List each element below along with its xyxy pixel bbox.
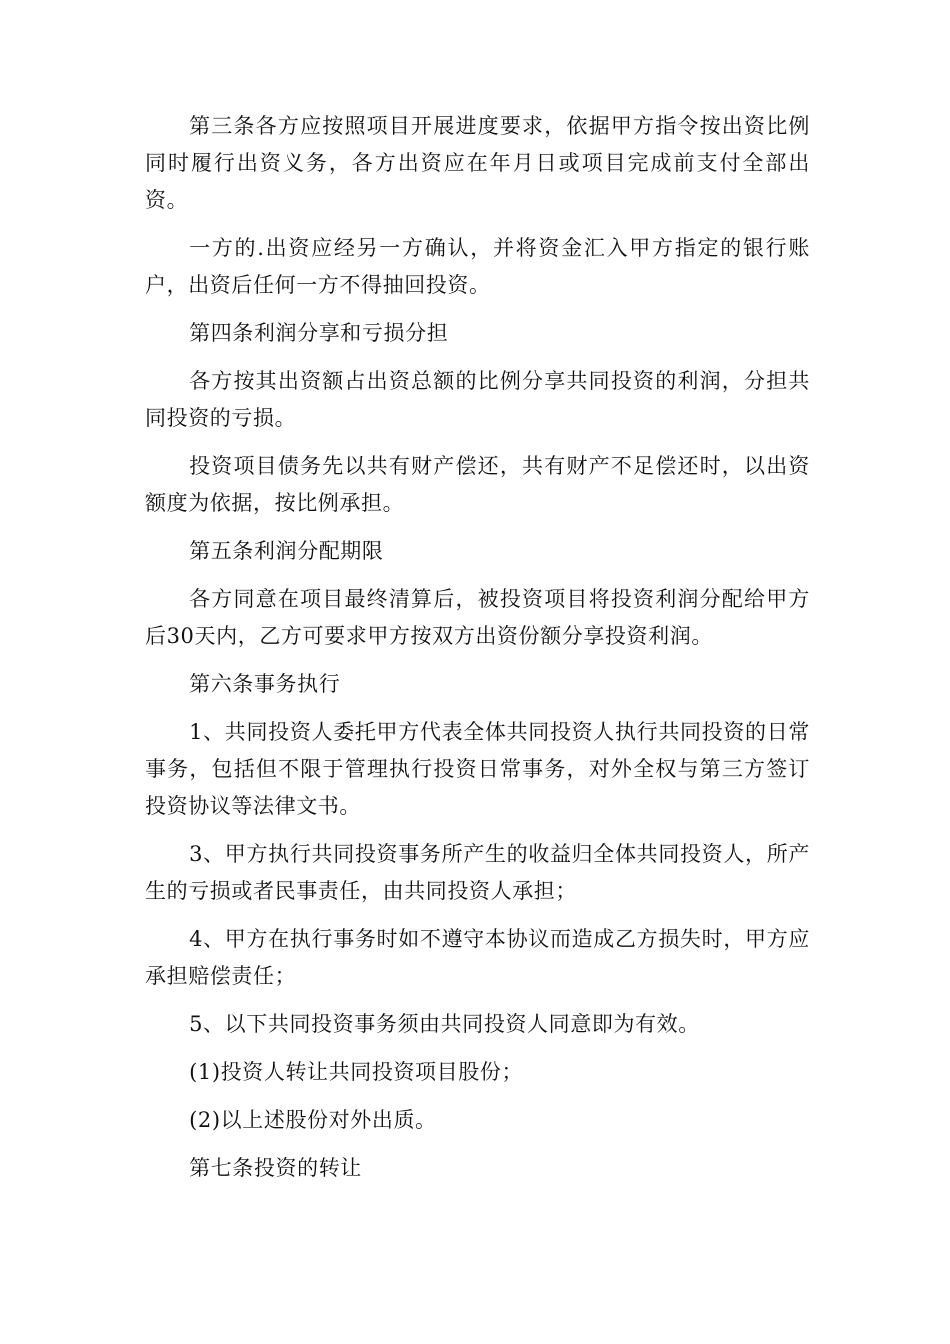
paragraph-item-1: 1、共同投资人委托甲方代表全体共同投资人执行共同投资的日常事务，包括但不限于管理执行投资日常事务，对外全权与第三方签订投资协议等法律文书。 — [145, 720, 810, 818]
paragraph-subitem-1: (1)投资人转让共同投资项目股份； — [189, 1060, 524, 1084]
heading-article-4: 第四条利润分享和亏损分担 — [189, 321, 449, 345]
paragraph-debt-repayment: 投资项目债务先以共有财产偿还，共有财产不足偿还时，以出资额度为依据，按比例承担。 — [145, 454, 810, 515]
paragraph-profit-distribution-period: 各方同意在项目最终清算后，被投资项目将投资利润分配给甲方后30天内，乙方可要求甲方按双方出资份额分享投资利润。 — [145, 587, 810, 648]
paragraph-article-3-contribution: 第三条各方应按照项目开展进度要求，依据甲方指令按出资比例同时履行出资义务，各方出资应在年月日或项目完成前支付全部出资。 — [145, 114, 810, 212]
paragraph-item-3: 3、甲方执行共同投资事务所产生的收益归全体共同投资人，所产生的亏损或者民事责任，由共同投资人承担； — [145, 842, 810, 903]
paragraph-profit-sharing: 各方按其出资额占出资总额的比例分享共同投资的利润，分担共同投资的亏损。 — [145, 369, 810, 430]
heading-article-7: 第七条投资的转让 — [189, 1156, 362, 1180]
heading-article-5: 第五条利润分配期限 — [189, 539, 384, 563]
paragraph-item-4: 4、甲方在执行事务时如不遵守本协议而造成乙方损失时，甲方应承担赔偿责任； — [145, 927, 810, 988]
paragraph-contribution-confirmation: 一方的.出资应经另一方确认，并将资金汇入甲方指定的银行账户，出资后任何一方不得抽回投资。 — [145, 236, 810, 297]
paragraph-subitem-2: (2)以上述股份对外出质。 — [189, 1108, 437, 1132]
paragraph-item-5: 5、以下共同投资事务须由共同投资人同意即为有效。 — [189, 1012, 700, 1036]
document-body — [145, 108, 810, 1198]
heading-article-6: 第六条事务执行 — [189, 672, 341, 696]
